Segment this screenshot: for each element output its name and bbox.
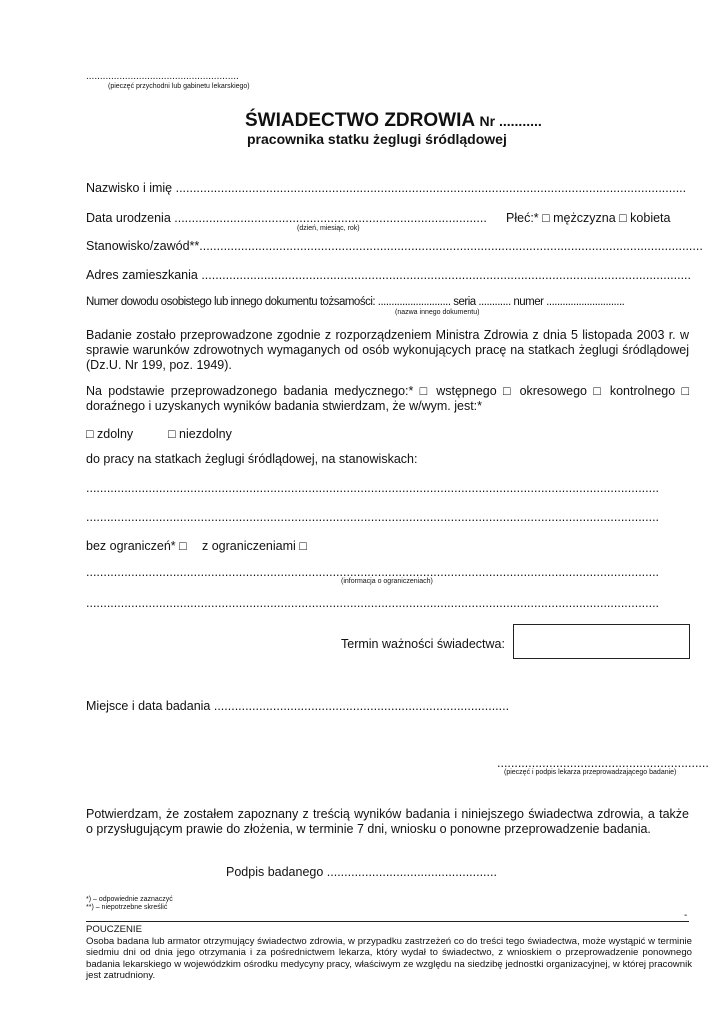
title-main: ŚWIADECTWO ZDROWIA bbox=[245, 110, 476, 131]
unfit-option: □ niezdolny bbox=[168, 427, 232, 441]
validity-label: Termin ważności świadectwa: bbox=[341, 637, 505, 651]
legal-basis-paragraph: Badanie zostało przeprowadzone zgodnie z rozporządzeniem Ministra Zdrowia z dnia 5 listopada 2003 r. w sprawie warunków zdrowotnych wymaganych od osób wykonujących pracę na statkach żeglugi śródlądowej (Dz.U. Nr 199, poz. 1949). bbox=[86, 328, 689, 372]
notice-divider bbox=[86, 921, 689, 922]
footnote-dash: - bbox=[684, 910, 688, 921]
doctor-signature-line: ............................................................. bbox=[497, 756, 709, 770]
document-number-field: Numer dowodu osobistego lub innego dokumentu tożsamości: ........................... seria ............ numer ............................. bbox=[86, 296, 625, 308]
with-restrictions-option: z ograniczeniami □ bbox=[202, 539, 307, 553]
title-number: Nr ........... bbox=[479, 113, 542, 129]
notice-title: POUCZENIE bbox=[86, 924, 142, 935]
footnote-1: *) – odpowiednie zaznaczyć bbox=[86, 896, 173, 903]
stamp-caption: (pieczęć przychodni lub gabinetu lekarskiego) bbox=[108, 83, 250, 90]
stamp-line: ....................................................... bbox=[86, 71, 239, 82]
notice-text: Osoba badana lub armator otrzymujący świadectwo zdrowia, w przypadku zastrzeżeń co do treści tego świadectwa, może wystąpić w terminie siedmiu dni od dnia jego otrzymania i za pośrednictwem lekarza, który wydał to świadectwo, z wnioskiem o przeprowadzenie ponownego badania lekarskiego w wojewódzkim ośrodku medycyny pracy, właściwym ze względu na siedzibę jednostki organizacyjnej, w której pracownik jest zatrudniony. bbox=[86, 935, 692, 982]
notice-section bbox=[86, 924, 692, 982]
restrictions-caption: (informacja o ograniczeniach) bbox=[341, 578, 433, 585]
positions-line-1: ..................................................................................................................................................................... bbox=[86, 481, 660, 495]
restrictions-line-1: ..................................................................................................................................................................... bbox=[86, 565, 660, 579]
positions-line-2: ..................................................................................................................................................................... bbox=[86, 510, 660, 524]
doctor-signature-caption: (pieczęć i podpis lekarza przeprowadzającego badanie) bbox=[504, 769, 677, 776]
no-restrictions-option: bez ograniczeń* □ bbox=[86, 539, 187, 553]
work-positions-label: do pracy na statkach żeglugi śródlądowej, na stanowiskach: bbox=[86, 452, 418, 466]
document-title bbox=[245, 110, 542, 132]
footnote-2: **) – niepotrzebne skreślić bbox=[86, 904, 168, 911]
exam-type-paragraph: Na podstawie przeprowadzonego badania medycznego:* □ wstępnego □ okresowego □ kontrolnego □ doraźnego i uzyskanych wyników badania stwierdzam, że w/wym. jest:* bbox=[86, 384, 689, 413]
birth-date-field: Data urodzenia .......................................................................................... bbox=[86, 211, 487, 225]
restrictions-line-2: ..................................................................................................................................................................... bbox=[86, 596, 660, 610]
address-field: Adres zamieszkania ............................................................................................................................................. bbox=[86, 268, 692, 282]
confirmation-paragraph: Potwierdzam, że zostałem zapoznany z treścią wyników badania i niniejszego świadectwa zdrowia, a także o przysługującym prawie do złożenia, w terminie 7 dni, wniosku o ponowne przeprowadzenie badania. bbox=[86, 807, 689, 836]
document-subtitle: pracownika statku żeglugi śródlądowej bbox=[247, 131, 507, 147]
patient-signature-field: Podpis badanego ................................................. bbox=[226, 865, 497, 879]
validity-box bbox=[513, 624, 690, 659]
birth-date-caption: (dzień, miesiąc, rok) bbox=[297, 225, 360, 232]
name-field: Nazwisko i imię ................................................................................................................................................... bbox=[86, 181, 687, 195]
position-field: Stanowisko/zawód**................................................................................................................................................. bbox=[86, 239, 703, 253]
fit-option: □ zdolny bbox=[86, 427, 134, 441]
sex-field: Płeć:* □ mężczyzna □ kobieta bbox=[506, 211, 671, 225]
place-date-field: Miejsce i data badania ..................................................................................... bbox=[86, 699, 510, 713]
document-caption: (nazwa innego dokumentu) bbox=[395, 309, 480, 316]
